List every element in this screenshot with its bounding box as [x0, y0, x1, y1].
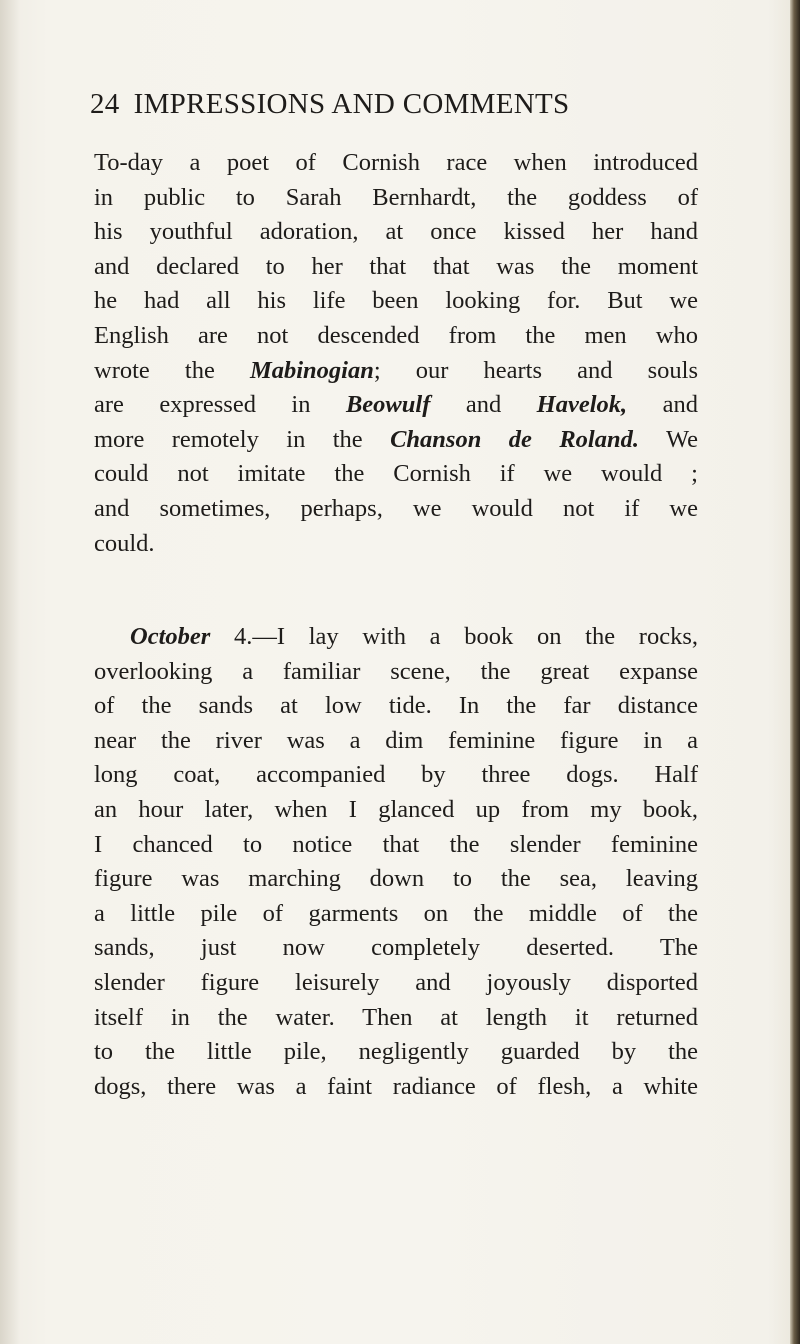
text-line: in public to Sarah Bernhardt, the goddess of: [94, 183, 698, 211]
text-run: ; our hearts and souls: [373, 356, 698, 384]
text-run: and: [430, 391, 537, 419]
text-line: dogs, there was a faint radiance of flesh, a white: [94, 1072, 698, 1100]
text-line-mabinogian: [94, 354, 698, 389]
text-line-roland: [94, 423, 698, 458]
text-line-dated: [94, 620, 698, 655]
text-line: to the little pile, negligently guarded by the: [94, 1038, 698, 1066]
text-run: 4.—I lay with a book on the rocks,: [210, 623, 698, 650]
text-run: We: [638, 425, 698, 453]
text-line: near the river was a dim feminine figure in a: [94, 726, 698, 754]
text-line: sands, just now completely deserted. The: [94, 934, 698, 962]
paragraph-october-entry: [94, 620, 698, 1104]
text-line: a little pile of garments on the middle of the: [94, 899, 698, 927]
text-line: he had all his life been looking for. But we: [94, 287, 698, 315]
text-run: more remotely in the: [94, 425, 391, 453]
italic-title-chanson-de-roland: Chanson de Roland.: [390, 425, 639, 453]
text-line: English are not descended from the men who: [94, 321, 698, 349]
text-line: could.: [94, 529, 155, 557]
italic-title-havelok: Havelok,: [536, 391, 628, 419]
italic-title-beowulf: Beowulf: [345, 391, 431, 419]
italic-title-mabinogian: Mabinogian: [249, 356, 374, 384]
text-line: of the sands at low tide. In the far distance: [94, 692, 698, 720]
text-line: his youthful adoration, at once kissed her hand: [94, 218, 698, 246]
page-edge-shadow: [790, 0, 800, 1344]
page-gutter-shadow: [0, 0, 20, 1344]
text-line: To-day a poet of Cornish race when introduced: [94, 149, 698, 176]
running-title: IMPRESSIONS AND COMMENTS: [133, 88, 570, 120]
text-run: are expressed in: [94, 391, 346, 419]
running-header: [90, 88, 569, 121]
page-number: 24: [90, 88, 120, 120]
paragraph-cornish-poet: [94, 146, 698, 561]
text-run: wrote the: [94, 356, 250, 384]
text-line: and declared to her that that was the moment: [94, 252, 698, 280]
text-line: and sometimes, perhaps, we would not if we: [94, 494, 698, 522]
italic-date-october: October: [130, 623, 211, 650]
text-line: could not imitate the Cornish if we would ;: [94, 460, 698, 488]
text-line: slender figure leisurely and joyously disported: [94, 968, 698, 996]
text-line: overlooking a familiar scene, the great expanse: [94, 657, 698, 685]
text-line: figure was marching down to the sea, leaving: [94, 865, 698, 893]
text-run: and: [627, 391, 698, 419]
text-line-beowulf: [94, 388, 698, 423]
text-line: long coat, accompanied by three dogs. Half: [94, 761, 698, 789]
text-line: itself in the water. Then at length it returned: [94, 1003, 698, 1031]
text-line: an hour later, when I glanced up from my book,: [94, 795, 698, 823]
text-line: I chanced to notice that the slender feminine: [94, 830, 698, 858]
